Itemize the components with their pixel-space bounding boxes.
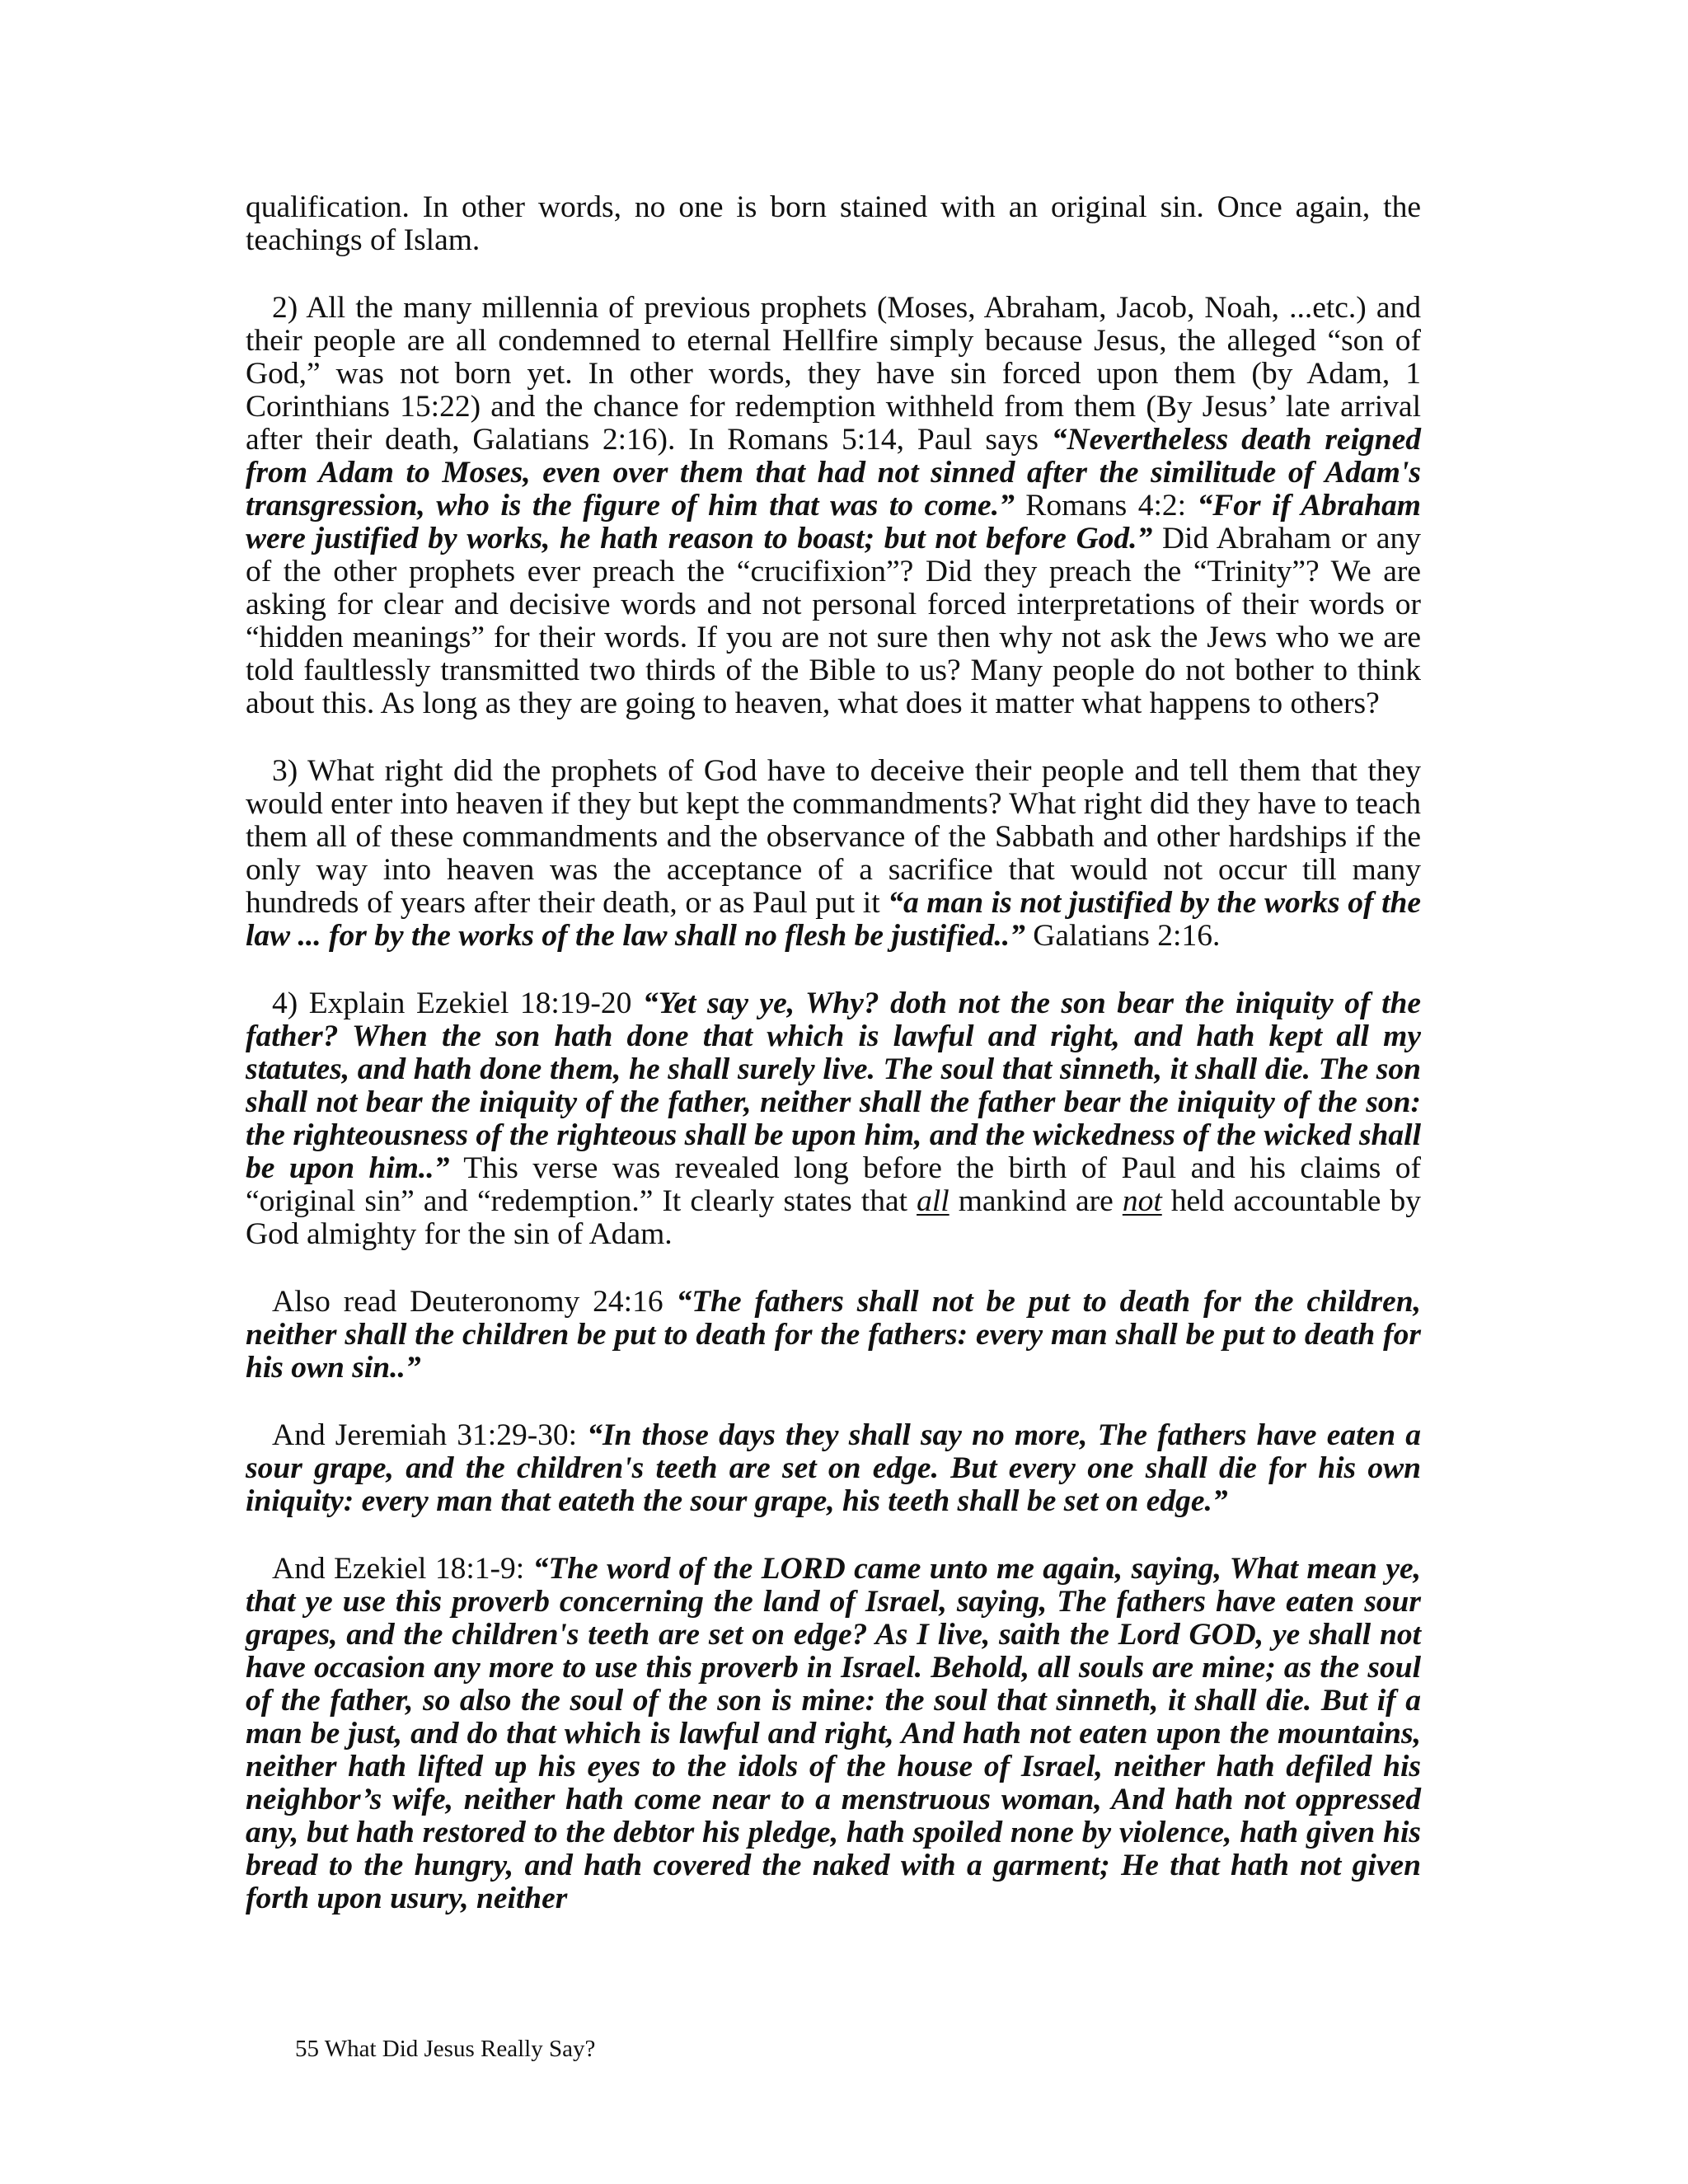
scripture-quote: “In those days they shall say no more, The fathers have eaten a sour grape, and the children's teeth are set on edge. But every one shall die for his own iniquity: every man that eateth the sour grape, his teeth shall be set on edge.” [246,1418,1421,1518]
page-footer: 55 What Did Jesus Really Say? [295,2036,596,2062]
paragraph-text: qualification. In other words, no one is born stained with an original sin. Once again, the teachings of Islam. [246,190,1421,257]
body-paragraph [246,1286,1421,1385]
paragraph-text: Romans 4:2: [1014,489,1198,523]
scripture-quote: “Nevertheless death reigned from Adam to Moses, even over them that had not sinned after the similitude of Adam's transgression, who is the figure of him that was to come.” [246,423,1421,523]
paragraph-text: Galatians 2:16. [1025,919,1221,953]
body-paragraph [246,292,1421,720]
scripture-quote: “a man is not justified by the works of the law ... for by the works of the law shall no flesh be justified..” [246,886,1421,953]
page-body [246,191,1421,1950]
paragraph-text: 3) What right did the prophets of God have to deceive their people and tell them that they would enter into heaven if they but kept the commandments? What right did they have to teach them all of these commandments and the observance of the Sabbath and other hardships if the only way into heaven was the acceptance of a sacrifice that would not occur till many hundreds of years after their death, or as Paul put it [246,754,1421,920]
body-paragraph [246,987,1421,1251]
paragraph-text: And Ezekiel 18:1-9: [272,1552,533,1586]
emphasized-word: all [917,1184,950,1218]
body-paragraph [246,1419,1421,1518]
paragraph-text: This verse was revealed long before the birth of Paul and his claims of “original sin” and “redemption.” It clearly states that [246,1151,1421,1218]
scripture-quote: “The fathers shall not be put to death for the children, neither shall the children be put to death for the fathers: every man shall be put to death for his own sin..” [246,1285,1421,1385]
scripture-quote: “Yet say ye, Why? doth not the son bear the iniquity of the father? When the son hath done that which is lawful and right, and hath kept all my statutes, and hath done them, he shall surely live. The soul that sinneth, it shall die. The son shall not bear the iniquity of the father, neither shall the father bear the iniquity of the son: the righteousness of the righteous shall be upon him, and the wickedness of the wicked shall be upon him..” [246,987,1421,1185]
emphasized-word: not [1122,1184,1162,1218]
paragraph-text: And Jeremiah 31:29-30: [272,1418,588,1452]
paragraph-text: held accountable by God almighty for the sin of Adam. [246,1184,1421,1251]
scripture-quote: “The word of the LORD came unto me again, saying, What mean ye, that ye use this proverb concerning the land of Israel, saying, The fathers have eaten sour grapes, and the children's teeth are set on edge? As I live, saith the Lord GOD, ye shall not have occasion any more to use this proverb in Israel. Behold, all souls are mine; as the soul of the father, so also the soul of the son is mine: the soul that sinneth, it shall die. But if a man be just, and do that which is lawful and right, And hath not eaten upon the mountains, neither hath lifted up his eyes to the idols of the house of Israel, neither hath defiled his neighbor’s wife, neither hath come near to a menstruous woman, And hath not oppressed any, but hath restored to the debtor his pledge, hath spoiled none by violence, hath given his bread to the hungry, and hath covered the naked with a garment; He that hath not given forth upon usury, neither [246,1552,1421,1915]
body-paragraph [246,755,1421,953]
paragraph-text: 2) All the many millennia of previous prophets (Moses, Abraham, Jacob, Noah, ...etc.) and their people are all condemned to eternal Hellfire simply because Jesus, the alleged “son of God,” was not born yet. In other words, they have sin forced upon them (by Adam, 1 Corinthians 15:22) and the chance for redemption withheld from them (By Jesus’ late arrival after their death, Galatians 2:16). In Romans 5:14, Paul says [246,291,1421,457]
paragraph-text: 4) Explain Ezekiel 18:19-20 [272,987,643,1020]
paragraph-text: Did Abraham or any of the other prophets ever preach the “crucifixion”? Did they preach the “Trinity”? We are asking for clear and decisive words and not personal forced interpretations of their words or “hidden meanings” for their words. If you are not sure then why not ask the Jews who we are told faultlessly transmitted two thirds of the Bible to us? Many people do not bother to think about this. As long as they are going to heaven, what does it matter what happens to others? [246,522,1421,720]
paragraph-text: Also read Deuteronomy 24:16 [272,1285,677,1319]
paragraph-text: mankind are [949,1184,1123,1218]
body-paragraph [246,191,1421,257]
body-paragraph [246,1553,1421,1915]
scripture-quote: “For if Abraham were justified by works, he hath reason to boast; but not before God.” [246,489,1421,555]
